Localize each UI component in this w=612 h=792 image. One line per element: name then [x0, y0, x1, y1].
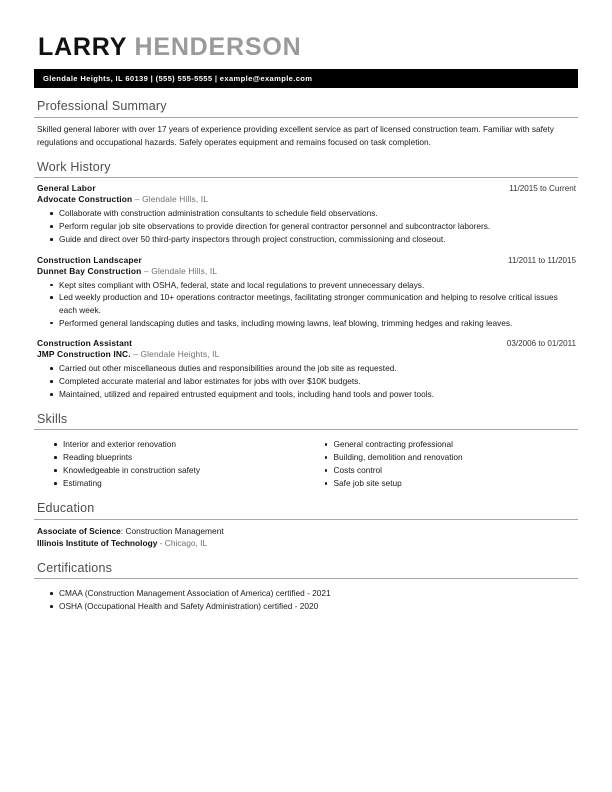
- job-employer: [37, 194, 578, 204]
- skill-item: General contracting professional: [308, 438, 579, 450]
- section-title-professional-summary: Professional Summary: [34, 99, 578, 118]
- employer-name: Advocate Construction: [37, 194, 133, 205]
- job-bullet: Collaborate with construction administration consultants to schedule field observations.: [37, 207, 578, 219]
- job-entry: [37, 183, 578, 245]
- job-employer: [37, 266, 578, 276]
- section-education: [34, 501, 578, 550]
- education-field: Construction Management: [125, 525, 224, 536]
- job-header: [37, 255, 578, 265]
- certifications-body: [34, 579, 578, 612]
- employer-location: – Glendale Hills, IL: [134, 194, 209, 205]
- job-dates: 11/2011 to 11/2015: [508, 255, 576, 265]
- professional-summary-body: [34, 118, 578, 149]
- job-bullet-list: [37, 362, 578, 400]
- job-title: Construction Landscaper: [37, 254, 142, 265]
- education-school-location: - Chicago, IL: [157, 538, 208, 549]
- job-dates: 11/2015 to Current: [509, 184, 576, 194]
- job-bullet: Perform regular job site observations to provide direction for general contractor personnel and subcontractor laborers.: [37, 220, 578, 232]
- section-title-skills: Skills: [34, 412, 578, 431]
- education-body: [34, 520, 578, 550]
- certification-item: OSHA (Occupational Health and Safety Administration) certified - 2020: [37, 600, 578, 612]
- work-history-body: [34, 178, 578, 400]
- skills-columns: [37, 435, 578, 490]
- skill-item: Reading blueprints: [37, 451, 308, 463]
- section-work-history: [34, 160, 578, 401]
- job-bullet: Guide and direct over 50 third-party inspectors through project construction, commissioning and closeout.: [37, 233, 578, 245]
- employer-location: – Glendale Heights, IL: [133, 349, 220, 360]
- skill-item: Estimating: [37, 477, 308, 489]
- education-degree-line: [37, 525, 578, 538]
- section-certifications: [34, 561, 578, 613]
- section-title-education: Education: [34, 501, 578, 520]
- contact-bar: Glendale Heights, IL 60139 | (555) 555-5555 | example@example.com: [34, 69, 578, 88]
- employer-name: Dunnet Bay Construction: [37, 265, 142, 276]
- skill-item: Costs control: [308, 464, 579, 476]
- job-bullet-list: [37, 279, 578, 330]
- employer-location: – Glendale Hills, IL: [143, 265, 218, 276]
- section-title-work-history: Work History: [34, 160, 578, 179]
- skill-item: Interior and exterior renovation: [37, 438, 308, 450]
- skills-column-right: [308, 435, 579, 490]
- job-title: Construction Assistant: [37, 338, 133, 349]
- skills-column-left: [37, 435, 308, 490]
- job-bullet: Carried out other miscellaneous duties and responsibilities around the job site as requested.: [37, 362, 578, 374]
- education-degree: Associate of Science: [37, 525, 121, 536]
- skills-list-right: [308, 438, 579, 489]
- job-bullet: Completed accurate material and labor estimates for jobs with over $10K budgets.: [37, 375, 578, 387]
- certification-item: CMAA (Construction Management Association of America) certified - 2021: [37, 587, 578, 599]
- education-school-line: [37, 537, 578, 550]
- education-school: Illinois Institute of Technology: [37, 538, 158, 549]
- job-bullet: Performed general landscaping duties and tasks, including mowing lawns, leaf blowing, trimming hedges and raking leaves.: [37, 317, 578, 329]
- section-skills: [34, 412, 578, 490]
- job-bullet: Maintained, utilized and repaired entrusted equipment and tools, including hand tools and power tools.: [37, 388, 578, 400]
- job-entry: [37, 338, 578, 400]
- job-bullet: Led weekly production and 10+ operations contractor meetings, facilitating stronger communication and helping to resolve critical issues each week.: [37, 291, 578, 316]
- skill-item: Knowledgeable in construction safety: [37, 464, 308, 476]
- skills-body: [34, 430, 578, 490]
- certifications-list: [37, 587, 578, 612]
- job-header: [37, 183, 578, 193]
- summary-text: Skilled general laborer with over 17 years of experience providing excellent service as part of licensed construction team. Familiar with safety regulations and occupational hazards. Safely operates equipment and remains focused on task completion.: [37, 123, 554, 147]
- job-title: General Labor: [37, 183, 96, 194]
- skills-list-left: [37, 438, 308, 489]
- first-name: LARRY: [38, 33, 127, 61]
- education-separator: :: [120, 525, 126, 536]
- job-bullet: Kept sites compliant with OSHA, federal, state and local regulations to prevent unnecessary delays.: [37, 279, 578, 291]
- job-entry: [37, 255, 578, 330]
- job-employer: [37, 349, 578, 359]
- job-dates: 03/2006 to 01/2011: [506, 339, 576, 349]
- job-header: [37, 338, 578, 348]
- skill-item: Building, demolition and renovation: [308, 451, 579, 463]
- section-professional-summary: [34, 99, 578, 148]
- skill-item: Safe job site setup: [308, 477, 579, 489]
- job-bullet-list: [37, 207, 578, 245]
- last-name: HENDERSON: [134, 33, 302, 61]
- employer-name: JMP Construction INC.: [37, 349, 131, 360]
- candidate-name: [38, 34, 578, 60]
- section-title-certifications: Certifications: [34, 561, 578, 580]
